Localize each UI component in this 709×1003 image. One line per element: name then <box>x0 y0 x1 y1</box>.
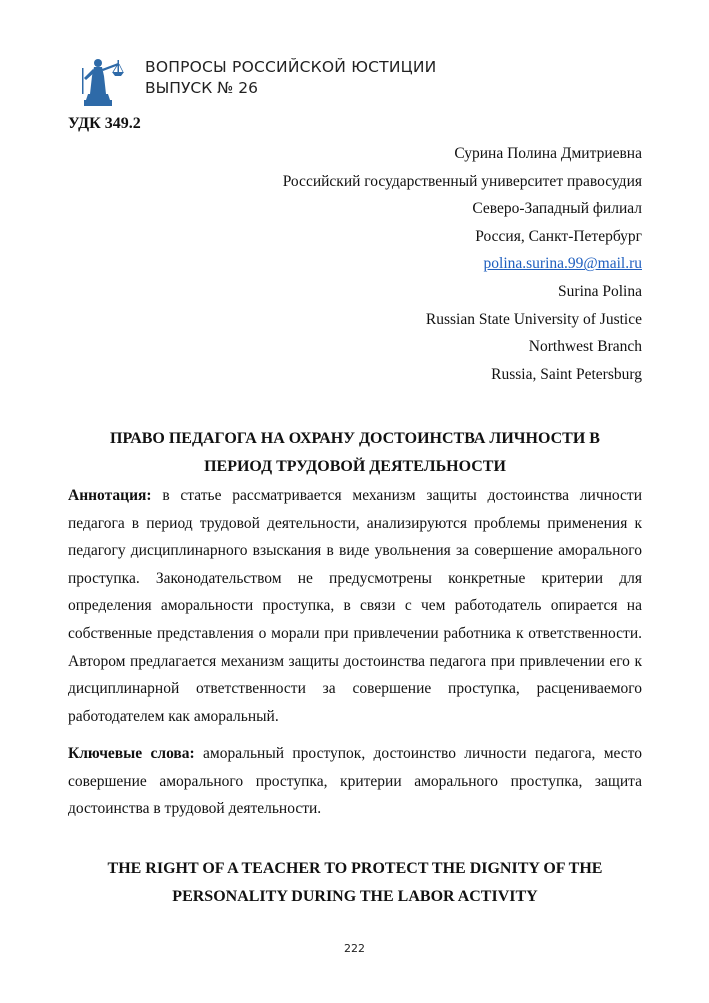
udk-code: УДК 349.2 <box>68 115 141 132</box>
author-name-en: Surina Polina <box>558 282 642 300</box>
title-ru-line-2: ПЕРИОД ТРУДОВОЙ ДЕЯТЕЛЬНОСТИ <box>204 457 506 475</box>
abstract-text: в статье рассматривается механизм защиты достоинства личности педагога в период трудовой деятельности, анализируются проблемы применения к педагогу дисциплинарного взыскания в виде увольнения за совершение аморального проступка. Законодательством не предусмотрены конкретные критерии для определения аморальности проступка, в связи с чем работодатель опирается на собственные представления о морали при привлечении работника к ответственности. Автором предлагается механизм защиты достоинства педагога при привлечении его к дисциплинарной ответственности за совершение проступка, расцениваемого работодателем как аморальный. <box>68 487 642 725</box>
author-info <box>283 140 642 388</box>
abstract-label: Аннотация: <box>68 487 152 504</box>
article-title-ru <box>68 425 642 480</box>
author-university-en: Russian State University of Justice <box>425 310 642 328</box>
title-en-line-2: PERSONALITY DURING THE LABOR ACTIVITY <box>172 887 538 905</box>
author-branch-ru: Северо-Западный филиал <box>472 200 642 218</box>
keywords-label: Ключевые слова: <box>68 745 195 762</box>
title-ru-line-1: ПРАВО ПЕДАГОГА НА ОХРАНУ ДОСТОИНСТВА ЛИЧНОСТИ В <box>110 430 600 447</box>
journal-issue: ВЫПУСК № 26 <box>145 79 258 97</box>
author-location-ru: Россия, Санкт-Петербург <box>475 227 642 245</box>
keywords-text: аморальный проступок, достоинство личности педагога, место совершение аморального проступка, критерии аморального проступка, защита достоинства в трудовой деятельности. <box>68 745 642 818</box>
author-university-ru: Российский государственный университет правосудия <box>282 172 642 190</box>
author-name-ru: Сурина Полина Дмитриевна <box>454 145 642 162</box>
author-email-link[interactable]: polina.surina.99@mail.ru <box>483 255 642 273</box>
page-number: 222 <box>344 942 365 955</box>
title-en-line-1: THE RIGHT OF A TEACHER TO PROTECT THE DIGNITY OF THE <box>107 860 603 877</box>
author-location-en: Russia, Saint Petersburg <box>491 365 642 383</box>
abstract-paragraph <box>68 482 642 730</box>
article-title-en <box>68 855 642 910</box>
keywords-paragraph <box>68 740 642 823</box>
journal-title: ВОПРОСЫ РОССИЙСКОЙ ЮСТИЦИИ <box>145 58 437 76</box>
themis-justice-logo-icon <box>78 54 130 108</box>
journal-header <box>78 52 498 110</box>
author-branch-en: Northwest Branch <box>528 338 642 356</box>
